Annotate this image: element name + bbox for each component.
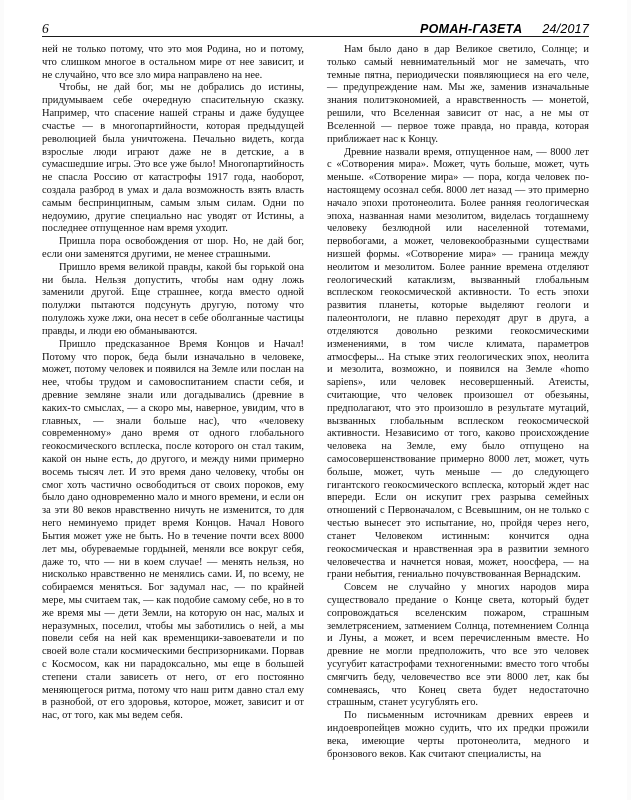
magazine-title: РОМАН-ГАЗЕТА — [419, 22, 523, 36]
paragraph: Древние назвали время, отпущенное нам, — 8000 лет с «Сотворения мира». Может, чуть больше, может, чуть меньше. «Сотворение мира» — пора, когда человек по-настоящему осознал себя. 8000 лет назад — это примерно начало эпохи протонеолита. Более ранняя геологическая эпоха, названная нами мезолитом, виделась тогдашнему человеку безлюдной или населенной тотемами, первобогами, а может, человекообразными существами низшей формы. «Сотворение мира» — граница между неолитом и мезолитом. Более ранние времена отделяют геологический катаклизм, вызванный глобальным всплеском геокосмической активности. То есть эпохи развития планеты, которые выделяют геологи и палеонтологи, не плавно переходят друг в друга, а отделяются довольно резкими геокосмическими изменениями, в том числе климата, параметров атмосферы... На стыке этих геологических эпох, неолита и мезолита, возможно, и появился на Земле «homo sapiens», или человек несовершенный. Атеисты, считающие, что человек произошел от обезьяны, предполагают, что это произошло в результате мутаций, вызванных глобальным всплеском геокосмической активности. Независимо от того, каково происхождение человека на Земле, ему было отпущено на самосовершенствование примерно 8000 лет, может, чуть больше, может, чуть меньше — до следующего гигантского геокосмического всплеска, который ждет нас впереди. Если он искупит грех разрыва семейных отношений с Первоначалом, с Всевышним, он не только с честью вынесет это испытание, но, пройдя через него, станет Человеком истинным: кончится одна геокосмическая и нравственная эра в развитии земного человечества и начнется новая, может, ноосфера, — на грани небытия, гениально почувствованная Вернадским. — [327, 146, 589, 581]
paragraph: Совсем не случайно у многих народов мира существовало предание о Конце света, который будет сопровождаться вселенским пожаром, страшным землетрясением, затмением Солнца, потемнением Солнца и Луны, а может, и всем перечисленным вместе. Но древние не могли предположить, что все это человек усугубит катастрофами техногенными: вместо того чтобы смягчить беду, человечество все эти 8000 лет, как бы сомневаясь, что Конец света будет недостаточно страшным, станет усугублять его. — [327, 582, 589, 709]
paragraph: Нам было дано в дар Великое светило, Солнце; и только самый невнимательный мог не замечать, что темные пятна, периодически появляющиеся на его челе, — предупреждение нам. Мы же, заменив изначальные знания политэкономией, а нравственность — монетой, решили, что Вселенная зависит от нас, а не мы от Вселенной — первое тоже правда, но правда, которая приближает нас к Концу. — [327, 44, 589, 145]
page-edge-right — [627, 0, 631, 800]
paragraph: Пришла пора освобождения от шор. Но, не дай бог, если они заменятся другими, не менее страшными. — [42, 236, 304, 260]
page-number: 6 — [42, 21, 49, 36]
text-column-left — [42, 44, 304, 792]
running-head — [42, 18, 589, 36]
header-rule — [42, 36, 589, 37]
page-edge-left — [0, 0, 4, 800]
text-column-right — [327, 44, 589, 792]
paragraph: Чтобы, не дай бог, мы не добрались до истины, придумываем себе очередную спасительную сказку. Например, что спасение нашей страны и даже будущее счастье — в многопартийности, которая предыдущей революцией была уничтожена. Печально видеть, когда взрослые люди играют даже не в детские, а в сумасшедшие игры. Это все уже было! Многопартийность не спасла Россию от катастрофы 1917 года, наоборот, создала разброд в умах и дала возможность взять власть самым беспринципным, самым злым силам. Одни по недоумию, другие специально нас уводят от Истины, а последнее отпущенное нам время уходит. — [42, 82, 304, 235]
paragraph: По письменным источникам древних евреев и индоевропейцев можно судить, что их предки прожили века, имеющие черты протонеолита, медного и бронзового веков. Как считают специалисты, на — [327, 710, 589, 760]
paragraph: Пришло время великой правды, какой бы горькой она ни была. Нельзя допустить, чтобы нам одну ложь заменили другой. Еще страшнее, когда вместо одной полулжи пытаются подсунуть другую, потому что полуложь хуже лжи, она несет в себе оболганные частицы правды, и люди ею обманываются. — [42, 261, 304, 337]
running-head-right — [420, 22, 589, 36]
paragraph: ней не только потому, что это моя Родина, но и потому, что слишком многое в остальном мире от нее зависит, и не случайно, что все зло мира направлено на нее. — [42, 44, 304, 81]
paragraph: Пришло предсказанное Время Концов и Начал! Потому что порок, беда были изначально в человеке, может, потому человек и появился на Земле или послан на нее, чтобы трудом и самовоспитанием спасти себя, и древние земляне знали или догадывались (древние в каких-то смыслах, — а скоро мы, наверное, увидим, что в главных, — знали больше нас), что «человеку современному» дано время от одного глобального геокосмического всплеска, после которого он стал таким, какой он ныне есть, до другого, и между ними примерно восемь тысяч лет. И это время дано человеку, чтобы он смог хоть частично освободиться от своих пороков, ему было дано одновременно мало и много времени, и если он за эти 80 веков нравственно ничуть не изменится, то для него неминуемо придет время Концов. Начал Нового Бытия может уже не быть. Но в течение почти всех 8000 лет мы, обуреваемые гордыней, меняли все вокруг себя, даже то, что — ни в коем случае! — менять нельзя, но нисколько нравственно не менялись сами. И, по всему, не собираемся меняться. Бог задумал нас, — по крайней мере, мы считаем так, — как подобие самому себе, но в то же время мы — дети Земли, на которую он нас, малых и неразумных, поселил, чтобы мы заботились о ней, а мы повели себя на ней как временщики-завоеватели и по своей воле стали космическими беспризорниками. Порвав с Космосом, как ни парадоксально, мы еще в большей степени стали зависеть от него, от его постоянно меняющегося ритма, потому что наш ритм давно стал ему в разнобой, от его здоровья, которое, может, зависит и от нас, от того, как мы ведем себя. — [42, 338, 304, 722]
body-columns — [42, 44, 589, 792]
issue-number: 24/2017 — [542, 22, 589, 36]
